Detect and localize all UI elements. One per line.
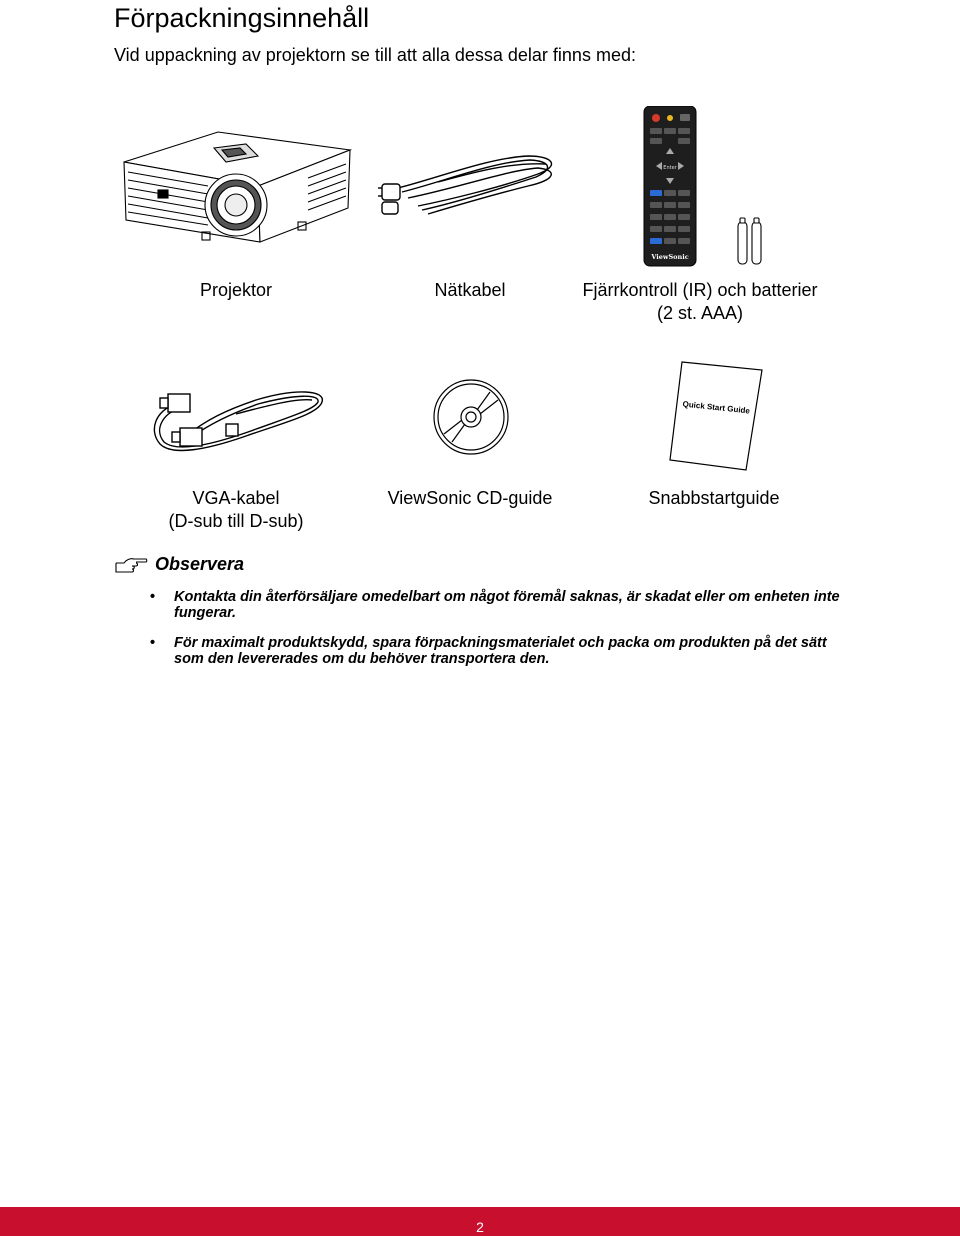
caption-remote-batteries: (2 st. AAA) (656, 303, 744, 323)
battery-icon (738, 218, 761, 264)
vga-cable-illustration (146, 384, 326, 462)
projector-illustration (118, 120, 354, 248)
note-heading: Observera (155, 554, 245, 574)
caption-remote: Fjärrkontroll (IR) och batterier (582, 280, 818, 300)
remote-control-illustration (642, 106, 770, 268)
caption-projector: Projektor (199, 280, 273, 300)
bullet-text: Kontakta din återförsäljare omedelbart om något föremål saknas, är skadat eller om enheten inte fungerar. (174, 589, 840, 621)
remote-brand-label: ViewSonic (651, 253, 689, 261)
caption-cd-guide: ViewSonic CD-guide (387, 488, 553, 508)
page-footer (0, 1207, 960, 1236)
list-item: • Kontakta din återförsäljare omedelbart om något föremål saknas, är skadat eller om enheten inte fungerar. (150, 589, 840, 621)
note-bullet-list (150, 589, 850, 681)
bullet-text: För maximalt produktskydd, spara förpackningsmaterialet och packa om produkten på det sätt som den levererades om du behöver transportera den. (174, 635, 827, 667)
booklet-illustration (668, 360, 766, 472)
caption-power-cord: Nätkabel (434, 280, 506, 300)
power-cord-illustration (378, 148, 564, 222)
intro-text: Vid uppackning av projektorn se till att alla dessa delar finns med: (114, 45, 636, 65)
remote-enter-label: Enter (663, 165, 677, 171)
caption-vga-cable: VGA-kabel (192, 488, 280, 508)
caption-vga-cable-detail: (D-sub till D-sub) (168, 511, 304, 531)
pointing-hand-icon (114, 556, 148, 574)
booklet-cover-text: Quick Start Guide (682, 399, 751, 416)
cd-disc-illustration (432, 378, 510, 456)
page-number: 2 (476, 1219, 484, 1235)
caption-quick-start-guide: Snabbstartguide (648, 488, 780, 508)
page-title: Förpackningsinnehåll (114, 3, 370, 33)
list-item: • För maximalt produktskydd, spara förpackningsmaterialet och packa om produkten på det sätt som den levererades om du behöver transportera den. (150, 635, 827, 667)
